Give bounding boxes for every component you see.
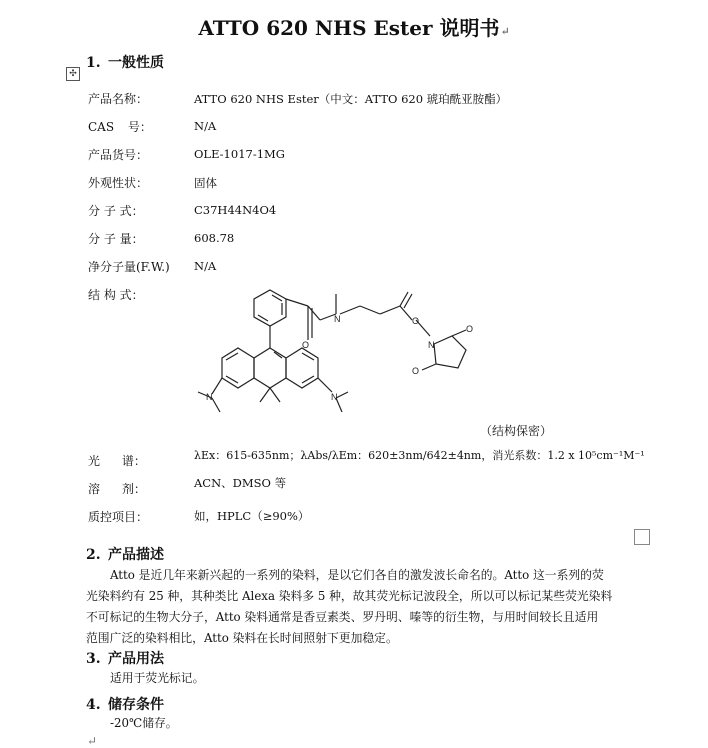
product-description <box>86 565 626 649</box>
atom-o-amide: O <box>302 340 310 350</box>
atom-o-imide-1: O <box>466 324 474 334</box>
label-solvent: 溶 剂： <box>88 482 146 496</box>
description-line: 范围广泛的染料相比，Atto 染料在长时间照射下更加稳定。 <box>86 631 398 645</box>
label-catalog-number: 产品货号： <box>88 148 149 162</box>
label-appearance: 外观性状： <box>88 176 149 190</box>
label-net-weight: 净分子量(F.W.) <box>88 260 170 274</box>
description-line: Atto 是近几年来新兴起的一系列的染料，是以它们各自的激发波长命名的。Atto 这一系列的荧 <box>110 568 604 582</box>
value-spectrum: λEx：615-635nm；λAbs/λEm：620±3nm/642±4nm，消光系数：1.2 x 10⁵cm⁻¹M⁻¹ <box>194 449 645 462</box>
section-4-heading: 4. 储存条件 <box>86 697 164 713</box>
central-ring <box>254 348 286 388</box>
value-catalog-number: OLE-1017-1MG <box>194 147 285 161</box>
checkbox[interactable] <box>634 529 650 545</box>
label-product-name: 产品名称： <box>88 92 149 106</box>
atom-n-amide: N <box>334 314 341 324</box>
value-net-weight: N/A <box>194 259 217 273</box>
document-title: ATTO 620 NHS Ester 说明书↵ <box>198 16 510 40</box>
label-qc: 质控项目： <box>88 510 149 524</box>
value-product-name: ATTO 620 NHS Ester（中文：ATTO 620 琥珀酰亚胺酯） <box>194 92 508 106</box>
move-handle-icon[interactable]: ✣ <box>66 67 80 81</box>
phenyl-ring <box>254 290 286 326</box>
usage-text: 适用于荧光标记。 <box>110 671 205 685</box>
section-2-heading: 2. 产品描述 <box>86 547 164 563</box>
label-cas: CAS 号： <box>88 120 152 134</box>
paragraph-mark: ↵ <box>87 734 98 748</box>
atom-n-right: N <box>331 392 338 402</box>
label-formula: 分 子 式： <box>88 204 144 218</box>
chemical-structure <box>190 282 490 422</box>
atom-n-imide: N <box>428 340 435 350</box>
value-cas: N/A <box>194 119 217 133</box>
value-appearance: 固体 <box>194 176 217 190</box>
label-spectrum: 光 谱： <box>88 454 146 468</box>
description-line: 不可标记的生物大分子，Atto 染料通常是香豆素类、罗丹明、嗪等的衍生物，与用时间较长且适用 <box>86 610 599 624</box>
value-solvent: ACN、DMSO 等 <box>194 476 287 490</box>
label-molecular-weight: 分 子 量： <box>88 232 144 246</box>
value-formula: C37H44N4O4 <box>194 203 277 217</box>
atom-n-left: N <box>206 392 213 402</box>
description-line: 光染料约有 25 种，其种类比 Alexa 染料多 5 种，故其荧光标记波段全，所以可以标记某些荧光染料 <box>86 589 613 603</box>
atom-o-ester: O <box>412 316 420 326</box>
value-qc: 如，HPLC（≥90%） <box>194 509 310 523</box>
storage-text: -20℃储存。 <box>110 716 178 730</box>
label-structure: 结 构 式： <box>88 288 144 302</box>
structure-note: （结构保密） <box>480 424 553 438</box>
atom-o-imide-2: O <box>412 366 420 376</box>
section-1-heading: 1. 一般性质 <box>86 55 164 71</box>
section-3-heading: 3. 产品用法 <box>86 651 164 667</box>
value-molecular-weight: 608.78 <box>194 231 235 245</box>
